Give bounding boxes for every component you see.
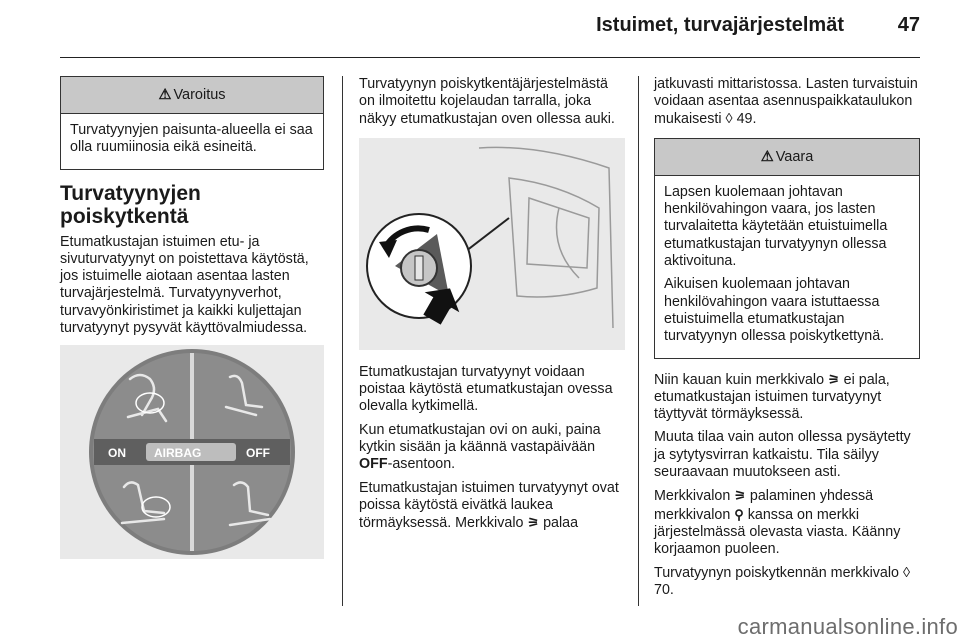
airbag-off-indicator-icon: ⚞ (734, 488, 746, 504)
warning-box-header (61, 77, 323, 114)
airbag-label-illustration (60, 345, 324, 559)
text-span: -asentoon. (387, 456, 456, 473)
figure-off-label: OFF (246, 446, 270, 461)
danger-text: Lapsen kuolemaan johtavan henkilövahingon vaara, jos lasten turvalaitetta käytetään etuistuimella etumatkustajan turvatyynyn ollessa aktivoituna. (664, 183, 888, 270)
figure-airbag-label: AIRBAG (154, 446, 202, 461)
page-reference: 49. (736, 110, 757, 127)
airbag-label-figure (60, 345, 324, 559)
airbag-off-indicator-icon: ⚞ (527, 515, 540, 531)
figure-on-label: ON (108, 446, 126, 461)
airbag-warning-indicator-icon: ⚲ (734, 506, 744, 522)
page-reference-icon: ◊ (902, 564, 911, 581)
column-left (60, 76, 324, 559)
paragraph (359, 422, 625, 474)
page-reference-icon: ◊ (725, 110, 733, 127)
danger-box-title: Vaara (775, 148, 814, 165)
warning-box (60, 76, 324, 170)
danger-box-header (655, 139, 919, 176)
section-paragraph: Etumatkustajan istuimen etu- ja sivuturvatyynyt on poistettava käytöstä, jos istuimelle aiotaan asentaa lasten turvajärjestelmä. Turvatyynyverhot, turvavyönkiristimet ja kaikki kuljettajan turvatyynyt pysyvät käyttövalmiudessa. (60, 233, 309, 337)
door-switch-figure (359, 138, 625, 350)
warning-text: Turvatyynyjen paisunta-alueella ei saa olla ruumiinosia eikä esineitä. (70, 122, 313, 156)
section-heading: Turvatyynyjen poiskytkentä (60, 181, 201, 228)
door-switch-illustration (359, 138, 625, 350)
page-reference: 70. (654, 581, 674, 598)
header-divider (60, 57, 920, 58)
column-right (654, 76, 920, 605)
paragraph (654, 76, 920, 128)
column-divider (638, 76, 639, 606)
paragraph (654, 371, 920, 424)
intro-paragraph: Turvatyynyn poiskytkentäjärjestelmästä on ilmoitettu kojelaudan tarralla, joka näkyy etumatkustajan oven ollessa auki. (359, 76, 615, 127)
column-divider (342, 76, 343, 606)
text-span: palaa (539, 515, 579, 532)
text-span: Merkkivalon (654, 488, 735, 505)
danger-text: Aikuisen kuolemaan johtavan henkilövahingon vaara istuttaessa etuistuimella etumatkustajan turvatyynyn ollessa poiskytkettynä. (664, 276, 885, 345)
text-span: Kun etumatkustajan ovi on auki, paina kytkin sisään ja käännä vastapäivään (359, 421, 601, 456)
watermark: carmanualsonline.info (737, 614, 958, 639)
text-span: Niin kauan kuin merkkivalo (654, 371, 829, 388)
danger-box-body (655, 176, 919, 358)
paragraph: Muuta tilaa vain auton ollessa pysäytetty ja sytytysvirran katkaistu. Tila säilyy seuraavaan muutokseen asti. (654, 429, 911, 481)
header-title: Istuimet, turvajärjestelmät (596, 14, 844, 36)
warning-box-title: Varoitus (173, 87, 226, 103)
paragraph (654, 487, 920, 558)
paragraph (359, 480, 625, 533)
text-span: jatkuvasti mittaristossa. Lasten turvaistuin voidaan asentaa asennuspaikkataulukon mukaisesti (654, 76, 918, 127)
paragraph (654, 565, 920, 600)
column-middle (359, 76, 625, 539)
paragraph: Etumatkustajan turvatyynyt voidaan poistaa käytöstä etumatkustajan ovessa olevalla kytkimellä. (359, 363, 613, 415)
warning-icon: ⚠ (158, 87, 172, 103)
airbag-off-indicator-icon: ⚞ (828, 371, 840, 387)
text-span: kanssa on merkki järjestelmässä olevasta viasta. Käänny korjaamon puoleen. (654, 506, 901, 558)
text-span: Turvatyynyn poiskytkennän merkkivalo (654, 564, 903, 581)
text-span: Etumatkustajan istuimen turvatyynyt ovat poissa käytöstä eivätkä laukea törmäyksessä. Merkkivalo (359, 479, 619, 532)
page-number: 47 (897, 14, 920, 36)
warning-box-body (61, 114, 323, 169)
danger-box (654, 138, 920, 359)
warning-icon: ⚠ (760, 148, 774, 165)
off-position-label: OFF (359, 456, 388, 473)
text-span: ei pala, etumatkustajan istuimen turvatyynyt täyttyvät törmäyksessä. (654, 371, 890, 423)
text-span: palaminen yhdessä merkkivalon (654, 488, 874, 523)
